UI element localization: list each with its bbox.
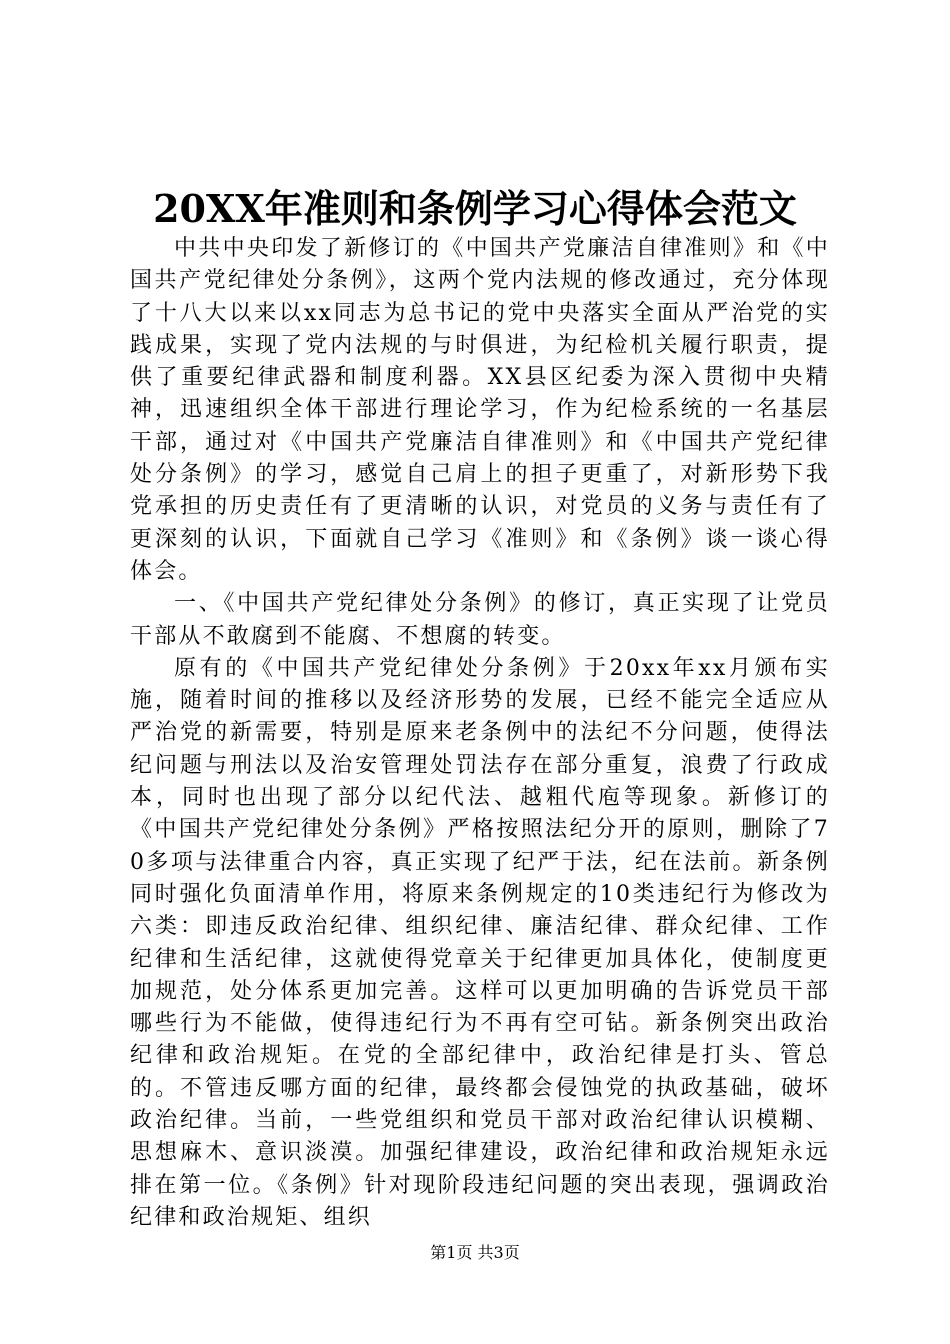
- document-body: [130, 233, 830, 1234]
- page-footer: 第1页 共3页: [430, 1243, 520, 1262]
- paragraph-intro: 中共中央印发了新修订的《中国共产党廉洁自律准则》和《中国共产党纪律处分条例》，这两个党内法规的修改通过，充分体现了十八大以来以xx同志为总书记的党中央落实全面从严治党的实践成果，实现了党内法规的与时俱进，为纪检机关履行职责，提供了重要纪律武器和制度利器。XX县区纪委为深入贯彻中央精神，迅速组织全体干部进行理论学习，作为纪检系统的一名基层干部，通过对《中国共产党廉洁自律准则》和《中国共产党纪律处分条例》的学习，感觉自己肩上的担子更重了，对新形势下我党承担的历史责任有了更清晰的认识，对党员的义务与责任有了更深刻的认识，下面就自己学习《准则》和《条例》谈一谈心得体会。: [130, 236, 830, 584]
- document-title: 20XX年准则和条例学习心得体会范文: [153, 186, 797, 231]
- paragraph-section-heading: 一、《中国共产党纪律处分条例》的修订，真正实现了让党员干部从不敢腐到不能腐、不想腐的转变。: [130, 591, 830, 649]
- paragraph-body: 原有的《中国共产党纪律处分条例》于20xx年xx月颁布实施，随着时间的推移以及经济形势的发展，已经不能完全适应从严治党的新需要，特别是原来老条例中的法纪不分问题，使得法纪问题与刑法以及治安管理处罚法存在部分重复，浪费了行政成本，同时也出现了部分以纪代法、越粗代庖等现象。新修订的《中国共产党纪律处分条例》严格按照法纪分开的原则，删除了70多项与法律重合内容，真正实现了纪严于法，纪在法前。新条例同时强化负面清单作用，将原来条例规定的10类违纪行为修改为六类：即违反政治纪律、组织纪律、廉洁纪律、群众纪律、工作纪律和生活纪律，这就使得党章关于纪律更加具体化，使制度更加规范，处分体系更加完善。这样可以更加明确的告诉党员干部哪些行为不能做，使得违纪行为不再有空可钻。新条例突出政治纪律和政治规矩。在党的全部纪律中，政治纪律是打头、管总的。不管违反哪方面的纪律，最终都会侵蚀党的执政基础，破坏政治纪律。当前，一些党组织和党员干部对政治纪律认识模糊、思想麻木、意识淡漠。加强纪律建设，政治纪律和政治规矩永远排在第一位。《条例》针对现阶段违纪问题的突出表现，强调政治纪律和政治规矩、组织: [130, 655, 830, 1230]
